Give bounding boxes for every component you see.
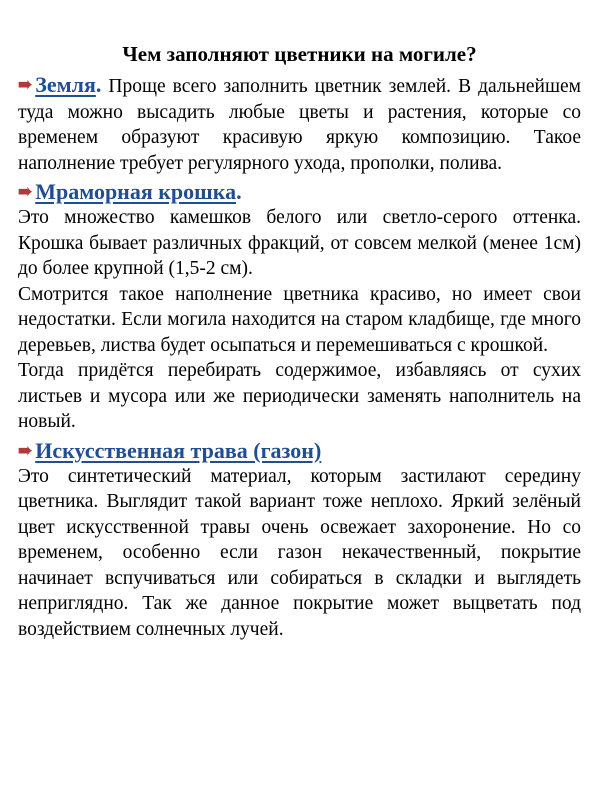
document-page [18, 40, 581, 642]
section-heading-zemlya[interactable]: Земля [35, 72, 96, 97]
paragraph: Смотрится такое наполнение цветника красиво, но имеет свои недостатки. Если могила находится на старом кладбище, где много деревьев, листва будет осыпаться и перемешиваться с крошкой. [18, 283, 581, 356]
right-arrow-icon: ➠ [18, 182, 33, 201]
right-arrow-icon: ➠ [18, 75, 33, 94]
paragraph: Тогда придётся перебирать содержимое, избавляясь от сухих листьев и мусора или же периодически заменять наполнитель на новый. [18, 360, 581, 432]
paragraph: Это синтетический материал, которым застилают середину цветника. Выглядит такой вариант тоже неплохо. Яркий зелёный цвет искусственной травы очень освежает захоронение. Но со временем, особенно если газон некачественный, покрытие начинает вспучиваться или собираться в складки и выглядеть неприглядно. Так же данное покрытие может выцветать под воздействием солнечных лучей. [18, 465, 581, 640]
section-header-grass [18, 437, 581, 464]
right-arrow-icon: ➠ [18, 440, 33, 460]
section-heading-grass[interactable]: Искусственная трава (газон) [35, 437, 322, 463]
paragraph: Это множество камешков белого или светло-серого оттенка. Крошка бывает различных фракций, от совсем мелкой (менее 1см) до более крупной (1,5-2 см). [18, 207, 581, 279]
section-header-marble: ➠ Мраморная крошка. [18, 179, 242, 204]
page-title: Чем заполняют цветники на могиле? [122, 42, 477, 66]
section-heading-marble[interactable]: Мраморная крошка [35, 179, 237, 204]
section-text-zemlya: Проще всего заполнить цветник землей. В дальнейшем туда можно высадить любые цветы и растения, которые со временем образуют красивую яркую композицию. Такое наполнение требует регулярного ухода, прополки, полива. [18, 76, 581, 174]
section-zemlya: ➠ Земля. Проще всего заполнить цветник землей. В дальнейшем туда можно высадить любые цветы и растения, которые со временем образуют красивую яркую композицию. Такое наполнение требует регулярного ухода, прополки, полива. [18, 72, 581, 174]
